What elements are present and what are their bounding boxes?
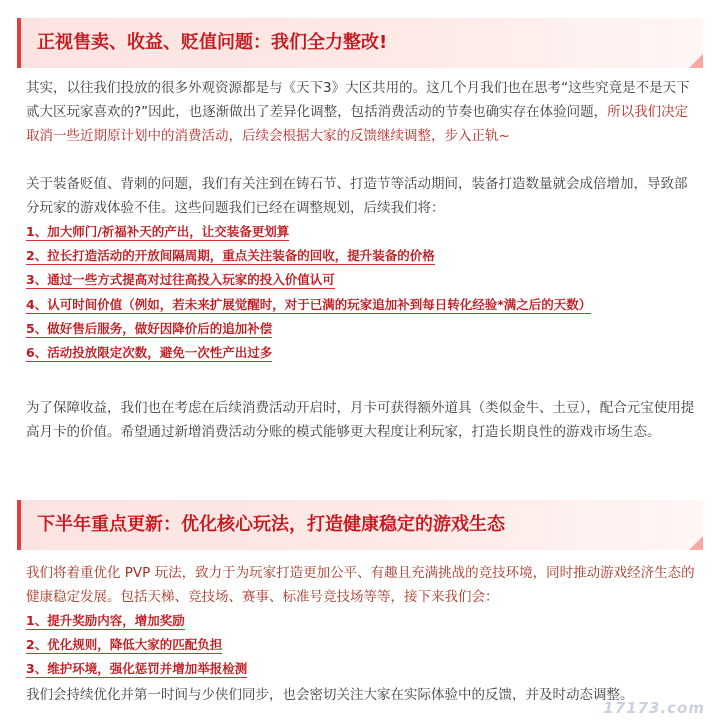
intro-text: 其实，以往我们投放的很多外观资源都是与《天下3》大区共用的。这几个月我们也在思考“这些究竟是不是天下贰大区玩家喜欢的?”因此，也逐渐做出了差异化调整，包括消费活动的节奏也确实存在体验问题，	[26, 80, 690, 120]
list-item: 1、加大师门/祈福补天的产出，让交装备更划算	[26, 224, 290, 239]
intro-highlight-text: 所以我们决定取消一些近期原计划中的消费活动，后续会根据大家的反馈继续调整，步入正轨~	[26, 104, 689, 144]
corner-decoration-icon	[689, 536, 703, 550]
list-item: 2、优化规则，降低大家的匹配负担	[26, 637, 223, 653]
section-header-updates	[17, 500, 703, 550]
site-watermark: 17173.com	[603, 699, 705, 717]
intro-paragraph	[26, 76, 698, 148]
equipment-paragraph: 关于装备贬值、背刺的问题，我们有关注到在铸石节、打造节等活动期间，装备打造数量就会成倍增加，导致部分玩家的游戏体验不佳。这些问题我们已经在调整规划，后续我们将：	[26, 176, 688, 216]
list-item: 5、做好售后服务，做好因降价后的追加补偿	[26, 320, 273, 336]
equipment-measures-list	[26, 220, 591, 365]
section-title: 下半年重点更新：优化核心玩法，打造健康稳定的游戏生态	[37, 514, 505, 535]
list-item: 4、认可时间价值（例如，若未来扩展觉醒时，对于已满的玩家追加补到每日转化经验*满之后的天数）	[26, 296, 592, 312]
section-header-sales	[17, 18, 703, 68]
section-title: 正视售卖、收益、贬值问题：我们全力整改!	[37, 32, 388, 53]
list-item: 6、活动投放限定次数，避免一次性产出过多	[26, 344, 273, 360]
closing-paragraph: 我们会持续优化并第一时间与少侠们同步，也会密切关注大家在实际体验中的反馈，并及时动态调整。	[26, 687, 634, 703]
corner-decoration-icon	[689, 54, 703, 68]
revenue-paragraph: 为了保障收益，我们也在考虑在后续消费活动开启时，月卡可获得额外道具（类似金牛、土豆），配合元宝使用提高月卡的价值。希望通过新增消费活动分账的模式能够更大程度让利玩家，打造长期良性的游戏市场生态。	[26, 400, 695, 440]
pvp-measures-list	[26, 609, 247, 682]
list-item: 1、提升奖励内容，增加奖励	[26, 613, 185, 628]
list-item: 3、通过一些方式提高对过往高投入玩家的投入价值认可	[26, 272, 335, 288]
list-item: 2、拉长打造活动的开放间隔周期，重点关注装备的回收，提升装备的价格	[26, 248, 435, 264]
list-item: 3、维护环境，强化惩罚并增加举报检测	[26, 661, 248, 677]
pvp-paragraph: 我们将着重优化 PVP 玩法，致力于为玩家打造更加公平、有趣且充满挑战的竞技环境，同时推动游戏经济生态的健康稳定发展。包括天梯、竞技场、赛事、标准号竞技场等等，接下来我们会：	[26, 565, 695, 605]
